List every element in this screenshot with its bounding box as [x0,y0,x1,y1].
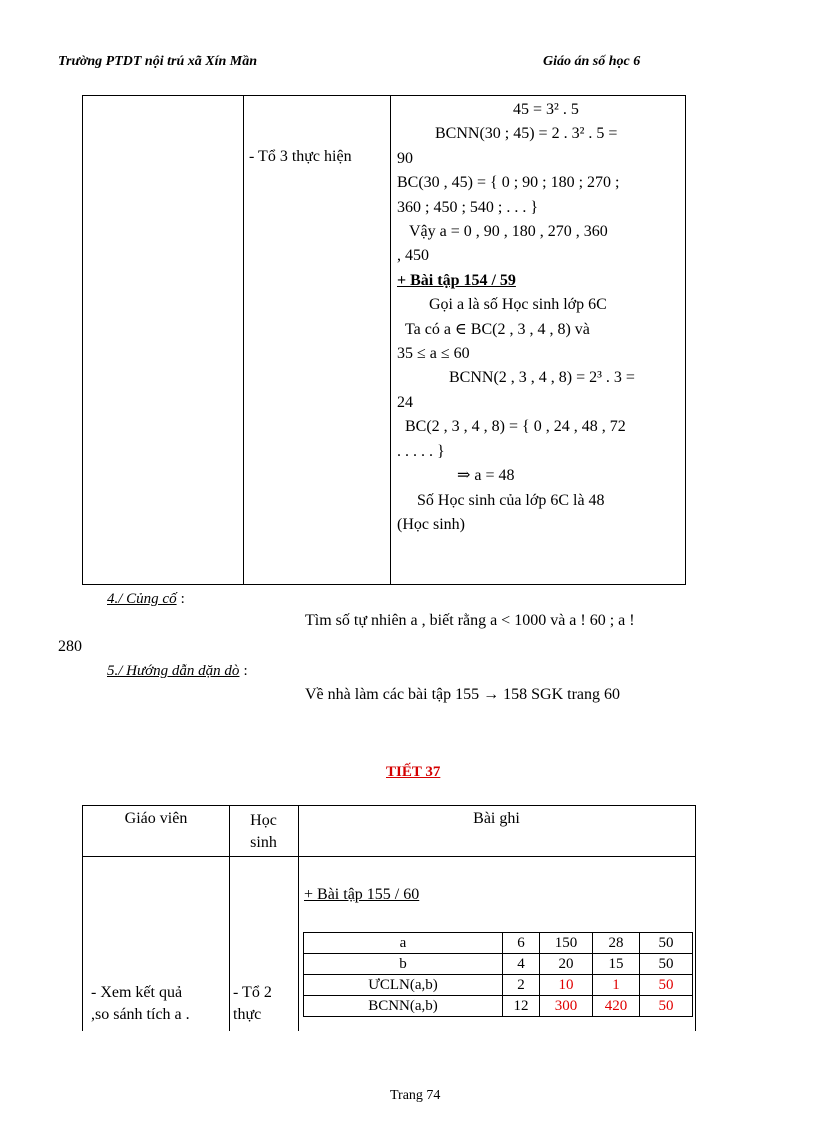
section-4-line: 280 [58,638,82,655]
note-line: 90 [397,149,413,167]
table-cell: 50 [640,933,693,954]
table-row [304,954,693,975]
table-cell: 20 [540,954,593,975]
column-divider [390,96,391,584]
note-line: Số Học sinh của lớp 6C là 48 [417,491,605,509]
section-4-heading [107,590,185,608]
header-student [229,810,298,854]
table-cell: 6 [503,933,540,954]
note-line: BCNN(30 ; 45) = 2 . 3² . 5 = [435,125,618,143]
table-cell: 150 [540,933,593,954]
note-line: ⇒ a = 48 [457,467,515,485]
exercise-154-title: + Bài tập 154 / 59 [397,271,516,289]
table-cell: 50 [640,954,693,975]
table-cell: 300 [540,996,593,1017]
table-row [304,933,693,954]
table-row [304,996,693,1017]
table-cell: 1 [593,975,640,996]
note-line: . . . . . } [397,442,445,460]
note-line: 24 [397,393,413,411]
header-teacher: Giáo viên [124,810,188,827]
student-activity [233,982,272,1026]
header-student-line: Học [250,812,277,829]
exercise-155-title: + Bài tập 155 / 60 [304,886,420,903]
table-cell: 50 [640,975,693,996]
header-school: Trường PTDT nội trú xã Xín Mần [58,54,257,69]
table-cell: 50 [640,996,693,1017]
table-cell: 4 [503,954,540,975]
section-4-title: 4./ Củng cố [107,591,177,607]
note-line: BCNN(2 , 3 , 4 , 8) = 2³ . 3 = [449,369,635,387]
section-5-title: 5./ Hướng dẫn dặn dò [107,663,240,679]
column-divider [298,806,299,1031]
note-line: Ta có a ∈ BC(2 , 3 , 4 , 8) và [405,320,590,338]
section-4-line: Tìm số tự nhiên a , biết rằng a < 1000 và a ! 60 ; a ! [305,612,635,629]
section-5-colon: : [243,663,248,679]
row-label: ƯCLN(a,b) [304,975,503,996]
table-row [304,975,693,996]
table-cell: 12 [503,996,540,1017]
teacher-line: ,so sánh tích a . [91,1006,190,1023]
table-cell: 28 [593,933,640,954]
teacher-activity [91,982,190,1026]
header-student-line: sinh [250,834,277,851]
note-line: , 450 [397,247,429,265]
table-cell: 15 [593,954,640,975]
row-label: b [304,954,503,975]
note-line: BC(30 , 45) = { 0 ; 90 ; 180 ; 270 ; [397,174,620,192]
gcd-lcm-table [303,932,693,1017]
lesson-table-continued [82,95,686,585]
note-line: (Học sinh) [397,515,465,533]
notes-column [397,98,679,537]
teacher-line: - Xem kết quả [91,984,183,1001]
lesson-title: TIẾT 37 [386,764,441,780]
note-line: Vậy a = 0 , 90 , 180 , 270 , 360 [409,223,608,241]
table-cell: 10 [540,975,593,996]
student-line: thực [233,1006,262,1023]
lesson-table [82,805,696,1031]
header-notes: Bài ghi [473,810,520,827]
section-5-heading [107,662,248,680]
note-line: Gọi a là số Học sinh lớp 6C [429,296,607,314]
row-label: BCNN(a,b) [304,996,503,1017]
section-5-line: Về nhà làm các bài tập 155 → 158 SGK trang 60 [305,686,621,703]
table-cell: 2 [503,975,540,996]
student-activity: - Tổ 3 thực hiện [249,148,352,165]
note-line: BC(2 , 3 , 4 , 8) = { 0 , 24 , 48 , 72 [405,418,626,436]
header-subject: Giáo án số học 6 [543,54,641,69]
column-divider [243,96,244,584]
student-line: - Tổ 2 [233,984,272,1001]
note-line: 35 ≤ a ≤ 60 [397,345,470,363]
header-divider [83,856,695,857]
page-number: Trang 74 [390,1088,441,1103]
note-line: 45 = 3² . 5 [513,101,579,118]
table-cell: 420 [593,996,640,1017]
section-4-colon: : [180,591,185,607]
row-label: a [304,933,503,954]
note-line: 360 ; 450 ; 540 ; . . . } [397,198,539,216]
